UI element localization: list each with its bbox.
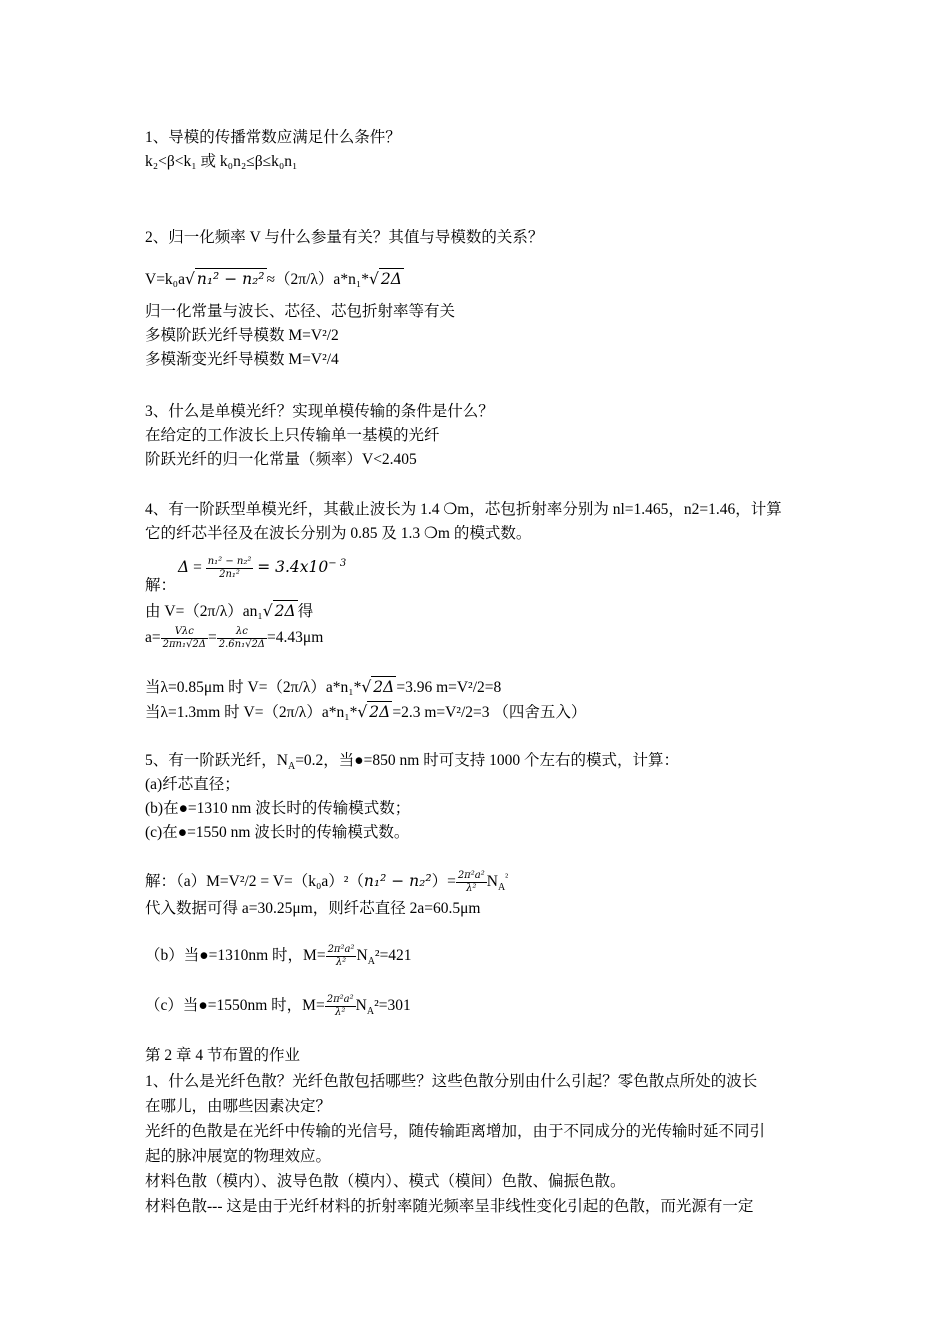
sqrt-sign: √ (184, 270, 195, 288)
question-4-line-1: 4、有一阶跃型单模光纤，其截止波长为 1.4 ❍m，芯包折射率分别为 nl=1.465，n2=1.46，计算 (145, 501, 782, 518)
m-fraction-1: $\frac{\text{2π²a²}}{\text{λ²}}$ (457, 870, 485, 894)
question-5-line-3: (b)在●=1310 nm 波长时的传输模式数； (145, 800, 411, 817)
answer-2-formula (145, 268, 404, 290)
section-2-question-1-line-2: 在哪儿，由哪些因素决定？ (145, 1098, 332, 1115)
delta-value: = 3.4x10 (257, 558, 329, 577)
question-5-line-4: (c)在●=1550 nm 波长时的传输模式数。 (145, 824, 410, 841)
delta-exponent: − 3 (328, 557, 347, 569)
answer-2-line-4: 多模渐变光纤导模数 M=V²/4 (145, 351, 339, 368)
question-3: 3、什么是单模光纤？实现单模传输的条件是什么？ (145, 403, 494, 420)
a-equals: a= (145, 629, 161, 647)
answer-5-line-4: （c）当●=1550nm 时，M= $\frac{\text{2π²a²}}{\text{λ²}}$ $N_A^2=301$ (145, 994, 411, 1018)
delta-formula: Δ = $\frac{\text{n₁² − n₂²}}{\text{2n₁²}}$ = $3.4x10^{- 3}$ (178, 556, 347, 580)
sqrt-sign-2: √ (368, 270, 379, 288)
v-formula-prefix: V=k₀a (145, 271, 185, 288)
n1-n2-sqrt: n₁² − n₂² (196, 270, 265, 288)
answer-4-line-2: 由 V=（2π/λ）an₁√ 2Δ 得 (145, 602, 314, 620)
radius-fraction-1: $\frac{\text{Vλc}}{\text{2πn₁√2Δ}}$ (162, 626, 206, 650)
section-2-answer-line-4: 材料色散--- 这是由于光纤材料的折射率随光频率呈非线性变化引起的色散，而光源有一定 (145, 1198, 754, 1215)
section-2-answer-line-3: 材料色散（模内）、波导色散（模内）、模式（模间）色散、偏振色散。 (145, 1173, 626, 1190)
question-1: 1、导模的传播常数应满足什么条件？ (145, 129, 401, 146)
two-delta-sqrt: 2Δ (380, 270, 402, 288)
section-2-answer-line-2: 起的脉冲展宽的物理效应。 (145, 1148, 332, 1165)
delta-fraction: $\frac{\text{n₁² − n₂²}}{\text{2n₁²}}$ (207, 556, 252, 580)
answer-4-line-5: 当λ=1.3mm 时 V=（2π/λ）a*n₁*√ 2Δ =2.3 m=V²/2=3 （四舍五入） (145, 703, 587, 721)
v-relation-text: 由 V=（2π/λ）an₁ (145, 603, 263, 620)
two-delta-sqrt-2: 2Δ (274, 602, 296, 620)
radius-value: =4.43μm (267, 629, 324, 647)
answer-4-jie: 解： (145, 577, 177, 594)
answer-1: k₂<β<k₁ 或 k₀n₂≤β≤k₀n₁ (145, 153, 298, 170)
question-5-line-2: (a)纤芯直径； (145, 776, 240, 793)
delta-symbol: Δ (178, 558, 190, 577)
section-2-question-1-line-1: 1、什么是光纤色散？光纤色散包括哪些？这些色散分别由什么引起？零色散点所处的波长 (145, 1073, 758, 1090)
two-delta-sqrt-4: 2Δ (369, 703, 391, 721)
answer-3-line-2: 阶跃光纤的归一化常量（频率）V<2.405 (145, 451, 417, 468)
question-2: 2、归一化频率 V 与什么参量有关？其值与导模数的关系？ (145, 229, 544, 246)
radius-fraction-2: $\frac{\lambda c}{\text{2.6n₁√2Δ}}$ (218, 626, 266, 650)
section-2-answer-line-1: 光纤的色散是在光纤中传输的光信号，随传输距离增加，由于不同成分的光传输时延不同引 (145, 1123, 766, 1140)
question-5-line-1: 5、有一阶跃光纤，$N_A=0.2$，当●=850 nm 时可支持 1000 个左右的模式，计算： (145, 752, 679, 773)
answer-5-line-3: （b）当●=1310nm 时，M= $\frac{\text{2π²a²}}{\text{λ²}}$ $N_A^2=421$ (145, 944, 412, 968)
question-4-line-2: 它的纤芯半径及在波长分别为 0.85 及 1.3 ❍m 的模式数。 (145, 525, 532, 542)
answer-5-line-1: 解：（a）M=V²/2 = V=（k₀a）²（n₁² − n₂²）= $\frac{\text{2π²a²}}{\text{λ²}}$ $N_A^{^2}$ (145, 870, 509, 894)
m-fraction-3: $\frac{\text{2π²a²}}{\text{λ²}}$ (326, 994, 354, 1018)
answer-5-line-2: 代入数据可得 a=30.25μm，则纤芯直径 2a=60.5μm (145, 900, 481, 917)
de-text: 得 (297, 603, 314, 620)
answer-3-line-1: 在给定的工作波长上只传输单一基模的光纤 (145, 427, 440, 444)
two-delta-sqrt-3: 2Δ (373, 678, 395, 696)
v-formula-mid: ≈（2π/λ）a*n₁* (266, 271, 369, 288)
answer-2-line-3: 多模阶跃光纤导模数 M=V²/2 (145, 327, 339, 344)
answer-4-line-4: 当λ=0.85μm 时 V=（2π/λ）a*n₁*√ 2Δ =3.96 m=V²/2=8 (145, 678, 502, 696)
answer-4-line-3: a= $\frac{\text{Vλc}}{\text{2πn₁√2Δ}}$ = $\frac{\lambda c}{\text{2.6n₁√2Δ}}$ =4.43μm (145, 626, 324, 650)
section-2-heading: 第 2 章 4 节布置的作业 (145, 1047, 301, 1064)
m-fraction-2: $\frac{\text{2π²a²}}{\text{λ²}}$ (327, 944, 355, 968)
answer-2-line-2: 归一化常量与波长、芯径、芯包折射率等有关 (145, 303, 456, 320)
n1-n2-expr: n₁² − n₂² (363, 872, 432, 891)
